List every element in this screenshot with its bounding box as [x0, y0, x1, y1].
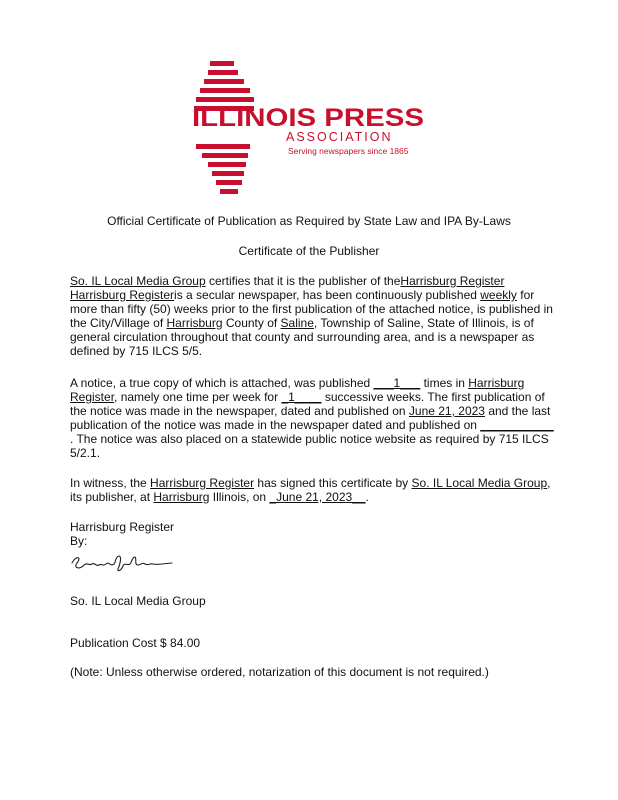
newspaper-name: Harrisburg Register	[400, 274, 505, 288]
logo-name: ILLINOIS PRESS	[192, 104, 424, 132]
publisher-name: So. IL Local Media Group	[70, 274, 206, 288]
notice-statement: A notice, a true copy of which is attached, was published ___1___ times in Harrisburg Register, namely one time per week for _1____ successive weeks. The first publication of the notice was made in the newspaper, dated and published on June 21, 2023 and the last publication of the notice was made in the newspaper dated and published on ___________ . The notice was also placed on a statewide public notice website as required by 715 ILCS 5/2.1.	[70, 376, 554, 460]
newspaper-name: Harrisburg Register	[70, 288, 175, 302]
first-publication-date: June 21, 2023	[408, 404, 485, 418]
publication-frequency: weekly	[480, 288, 517, 302]
last-publication-date: ___________	[480, 418, 554, 432]
newspaper-name: Harrisburg Register	[70, 376, 525, 404]
illinois-press-association-logo	[190, 58, 430, 200]
publisher-statement: So. IL Local Media Group certifies that it is the publisher of theHarrisburg Register Harrisburg Registeris a secular newspaper, has been continuously published weekly for more than fifty (50) weeks prior to the first publication of the attached notice, is published in the City/Village of Harrisburg County of Saline, Township of Saline, State of Illinois, is of general circulation throughout that county and surrounding area, and is a newspaper as defined by 715 ILCS 5/5.	[70, 274, 553, 358]
handwritten-signature	[68, 549, 178, 575]
logo-tagline: Serving newspapers since 1865	[288, 146, 409, 156]
newspaper-name: Harrisburg Register	[150, 476, 255, 490]
witness-statement: In witness, the Harrisburg Register has signed this certificate by So. IL Local Media Group, its publisher, at Harrisburg Illinois, on _June 21, 2023__.	[70, 476, 551, 504]
signature-by-label: By:	[70, 534, 88, 548]
publisher-name: So. IL Local Media Group	[411, 476, 548, 490]
signature-publisher: So. IL Local Media Group	[70, 594, 206, 608]
city-name: Harrisburg	[166, 316, 223, 330]
notarization-note: (Note: Unless otherwise ordered, notarization of this document is not required.)	[70, 665, 489, 679]
city-name: Harrisburg	[153, 490, 210, 504]
witness-date: _June 21, 2023__	[269, 490, 366, 504]
certificate-title: Official Certificate of Publication as Required by State Law and IPA By-Laws	[107, 214, 511, 228]
county-name: Saline	[280, 316, 314, 330]
times-published: ___1___	[373, 376, 421, 390]
signature-newspaper: Harrisburg Register	[70, 520, 175, 534]
logo-sub: ASSOCIATION	[286, 130, 393, 144]
weeks-count: _1____	[281, 390, 322, 404]
certificate-subtitle: Certificate of the Publisher	[238, 244, 380, 258]
publication-cost: Publication Cost $ 84.00	[70, 636, 201, 650]
